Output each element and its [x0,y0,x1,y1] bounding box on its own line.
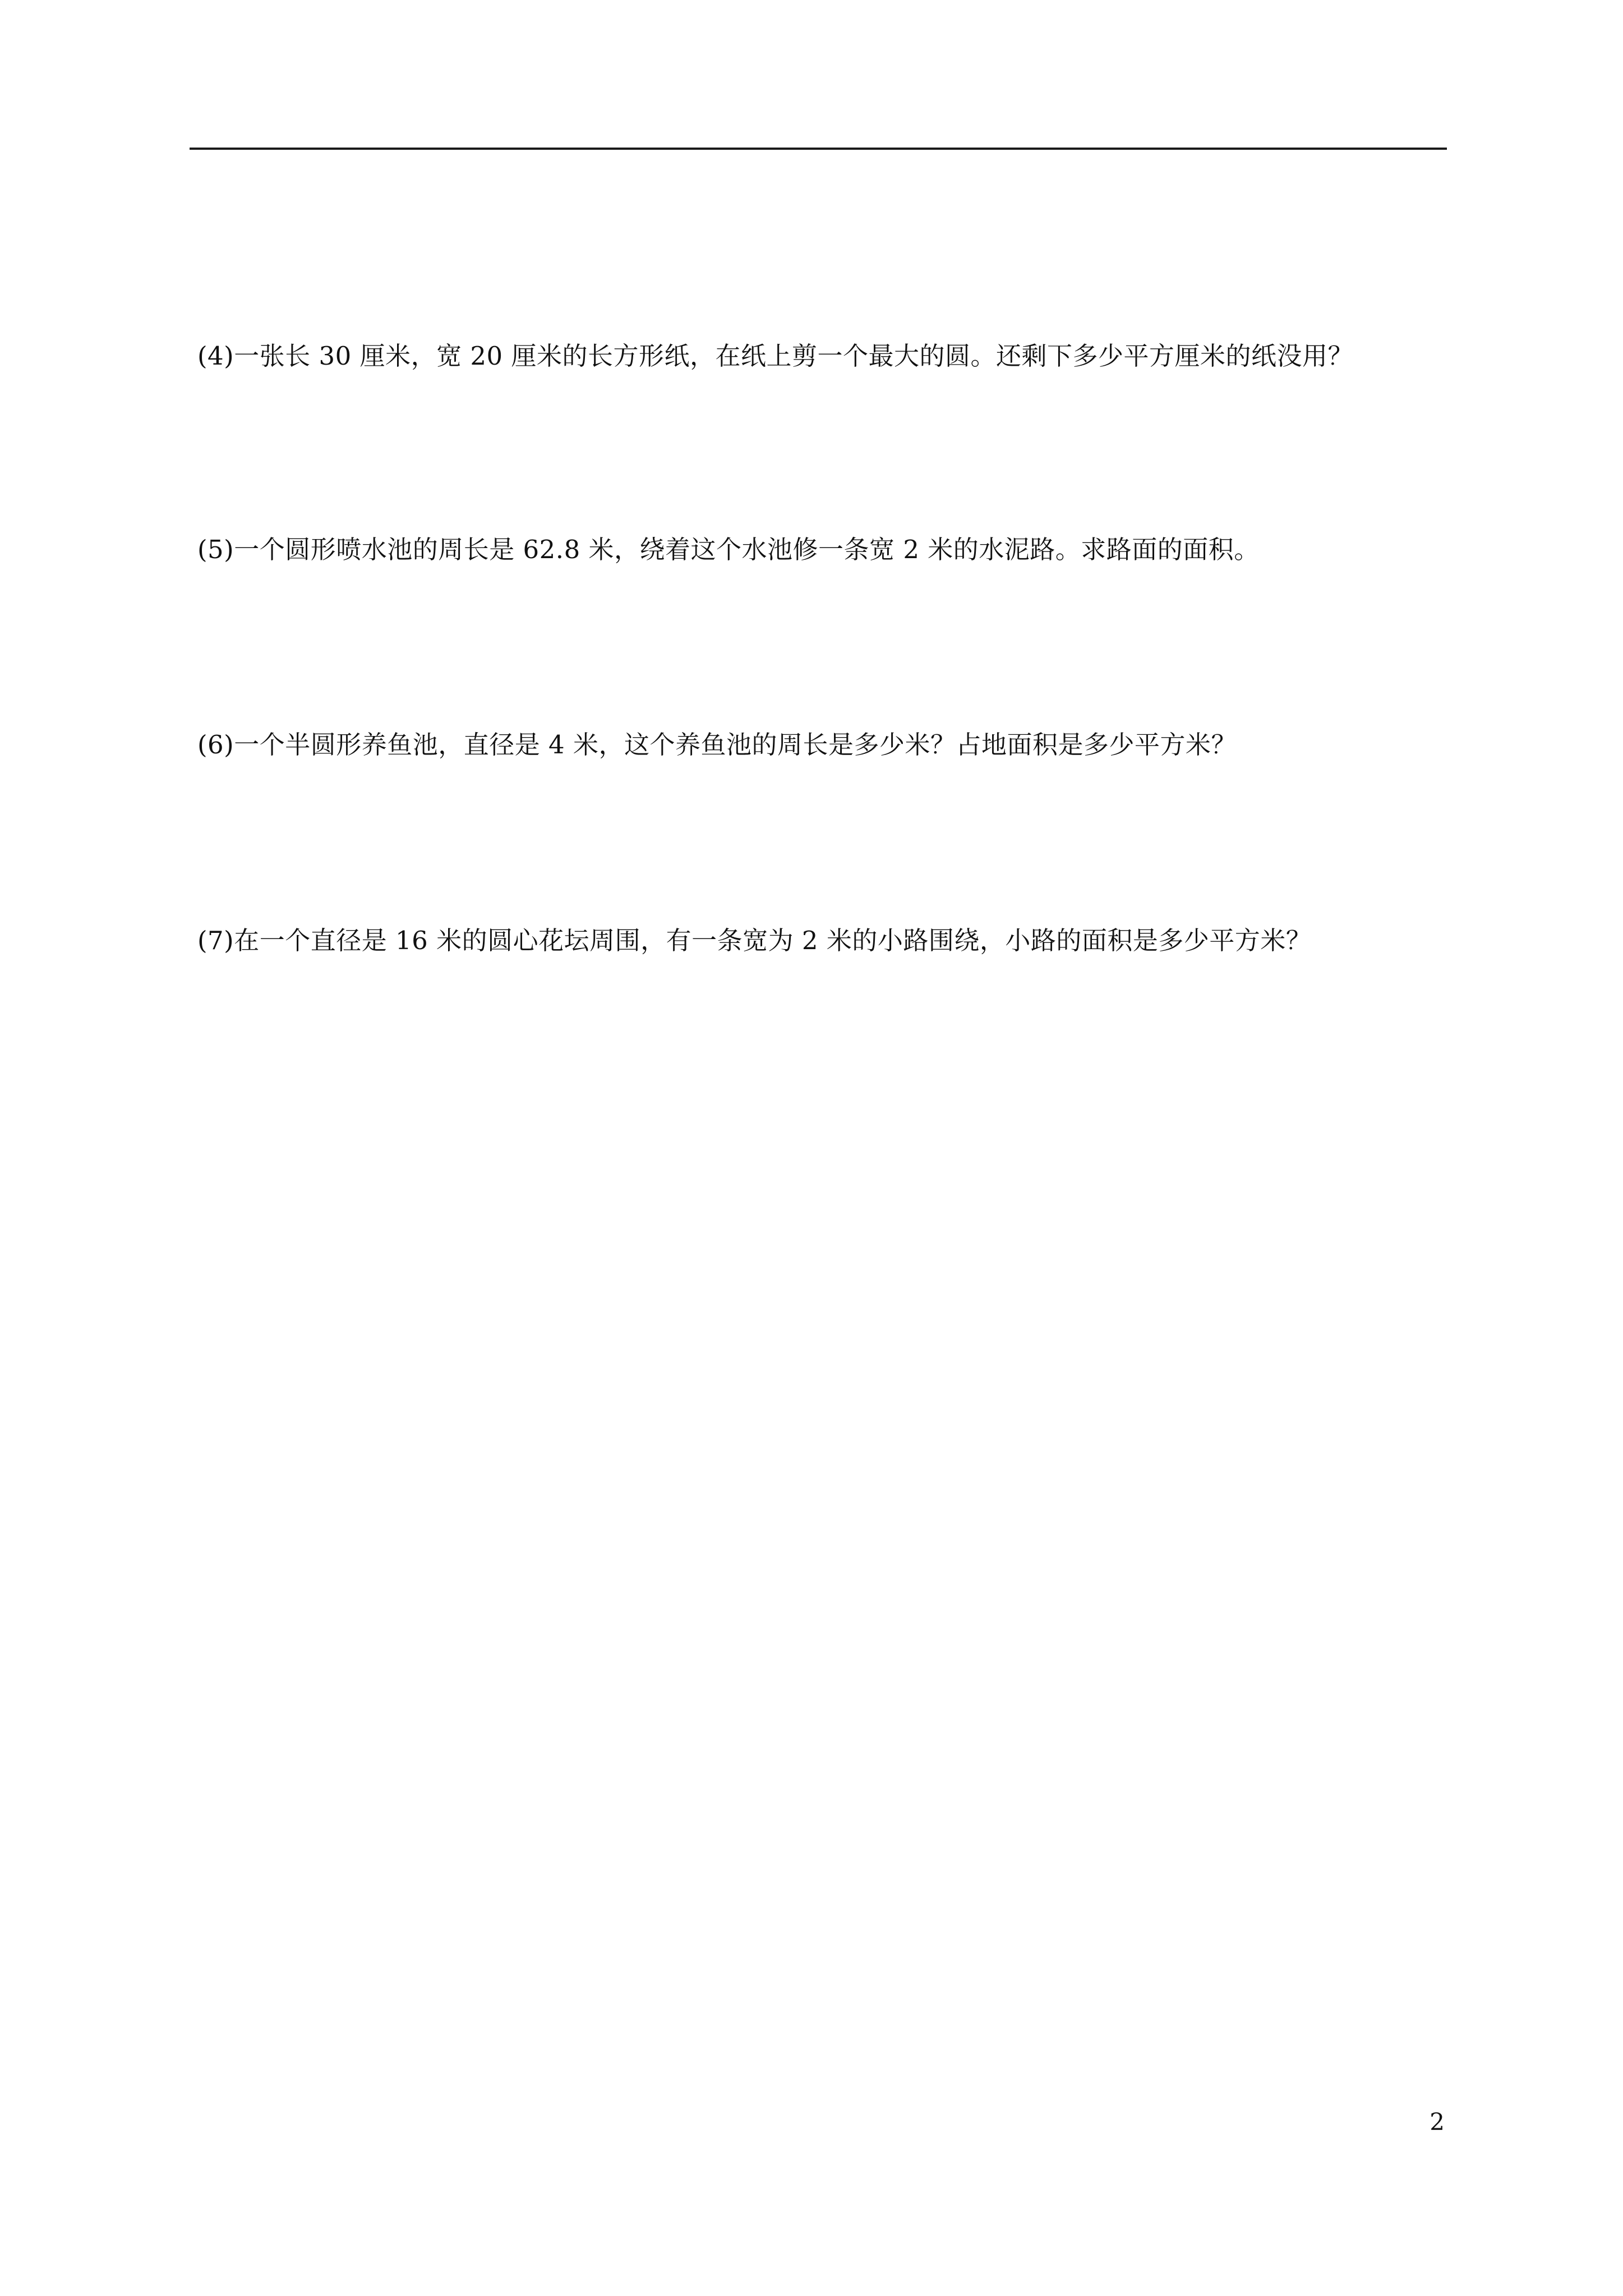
page-number: 2 [1430,2108,1445,2136]
question-6: (6)一个半圆形养鱼池，直径是 4 米，这个养鱼池的周长是多少米？占地面积是多少平方米？ [197,730,1237,760]
question-4: (4)一张长 30 厘米，宽 20 厘米的长方形纸，在纸上剪一个最大的圆。还剩下多少平方厘米的纸没用？ [197,341,1353,371]
header-rule [190,148,1447,150]
question-5: (5)一个圆形喷水池的周长是 62.8 米，绕着这个水池修一条宽 2 米的水泥路。求路面的面积。 [197,535,1260,564]
question-7: (7)在一个直径是 16 米的圆心花坛周围，有一条宽为 2 米的小路围绕，小路的面积是多少平方米？ [197,926,1312,955]
